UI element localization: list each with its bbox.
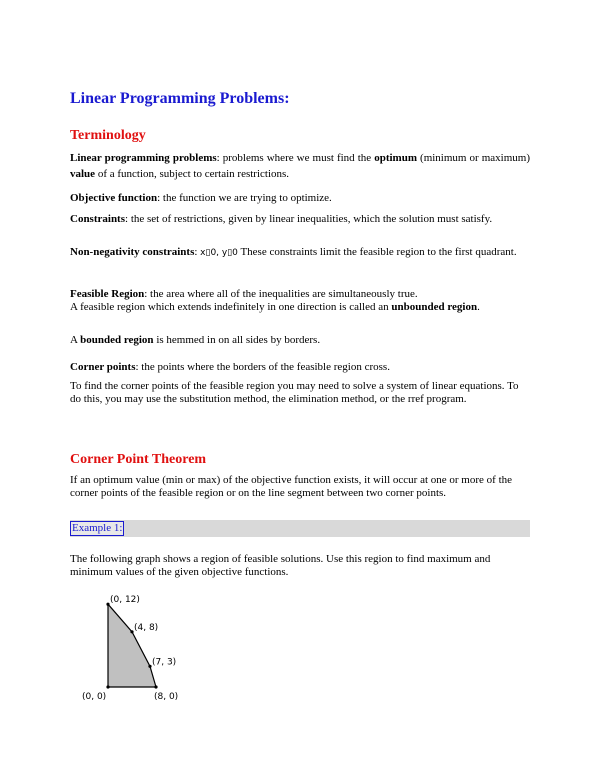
example-link[interactable]: Example 1: <box>72 522 123 534</box>
lpp-term: Linear programming problems <box>70 152 217 164</box>
nonneg-math: x▯0, y▯0 <box>200 248 238 258</box>
feasible-region-polygon <box>108 604 159 687</box>
corner-point-label-3: (8, 0) <box>154 692 179 702</box>
example-bar <box>70 520 530 537</box>
corner-term: Corner points <box>70 361 136 373</box>
constraints-term: Constraints <box>70 213 126 225</box>
feasible-term: Feasible Region <box>70 288 145 300</box>
corner-point-label-0: (0, 12) <box>110 595 140 606</box>
nonneg-definition: Non-negativity constraints: x▯0, y▯0 These constraints limit the feasible region to the first quadrant. <box>70 246 517 258</box>
feasible-definition: Feasible Region: the area where all of the inequalities are simultaneously true. A feasible region which extends indefinitely in one direction is called an unbounded region. <box>70 288 480 313</box>
unbounded-term: unbounded region <box>391 301 478 313</box>
corner-find-text: To find the corner points of the feasible region you may need to solve a system of linear equations. To do this, you may use the substitution method, the elimination method, or the rref program. <box>70 380 519 405</box>
nonneg-term: Non-negativity constraints <box>70 246 195 258</box>
theorem-heading: Corner Point Theorem <box>70 452 207 467</box>
bounded-term: bounded region <box>80 334 154 346</box>
corner-point-label-1: (4, 8) <box>134 622 159 633</box>
constraints-definition: Constraints: the set of restrictions, given by linear inequalities, which the solution must satisfy. <box>70 213 493 225</box>
bounded-definition: A bounded region is hemmed in on all sides by borders. <box>70 334 321 346</box>
optimum-term: optimum <box>374 152 417 164</box>
corner-point-label-4: (0, 0) <box>82 692 107 702</box>
lpp-definition: Linear programming problems: problems where we must find the optimum (minimum or maximum) value of a function, subject to certain restrictions. <box>70 152 530 180</box>
objective-term: Objective function <box>70 192 158 204</box>
corner-point-3 <box>154 685 157 688</box>
objective-definition: Objective function: the function we are trying to optimize. <box>70 192 332 204</box>
feasible-region-chart <box>60 595 180 707</box>
corner-definition: Corner points: the points where the borders of the feasible region cross. <box>70 361 390 373</box>
value-term: value <box>70 168 96 180</box>
page-title: Linear Programming Problems: <box>70 90 290 107</box>
example-text: The following graph shows a region of feasible solutions. Use this region to find maximum and minimum values of the given objective functions. <box>70 553 491 578</box>
corner-point-label-2: (7, 3) <box>152 657 177 668</box>
theorem-text: If an optimum value (min or max) of the objective function exists, it will occur at one or more of the corner points of the feasible region or on the line segment between two corner points. <box>70 474 513 499</box>
corner-point-4 <box>106 685 109 688</box>
terminology-heading: Terminology <box>70 128 146 143</box>
